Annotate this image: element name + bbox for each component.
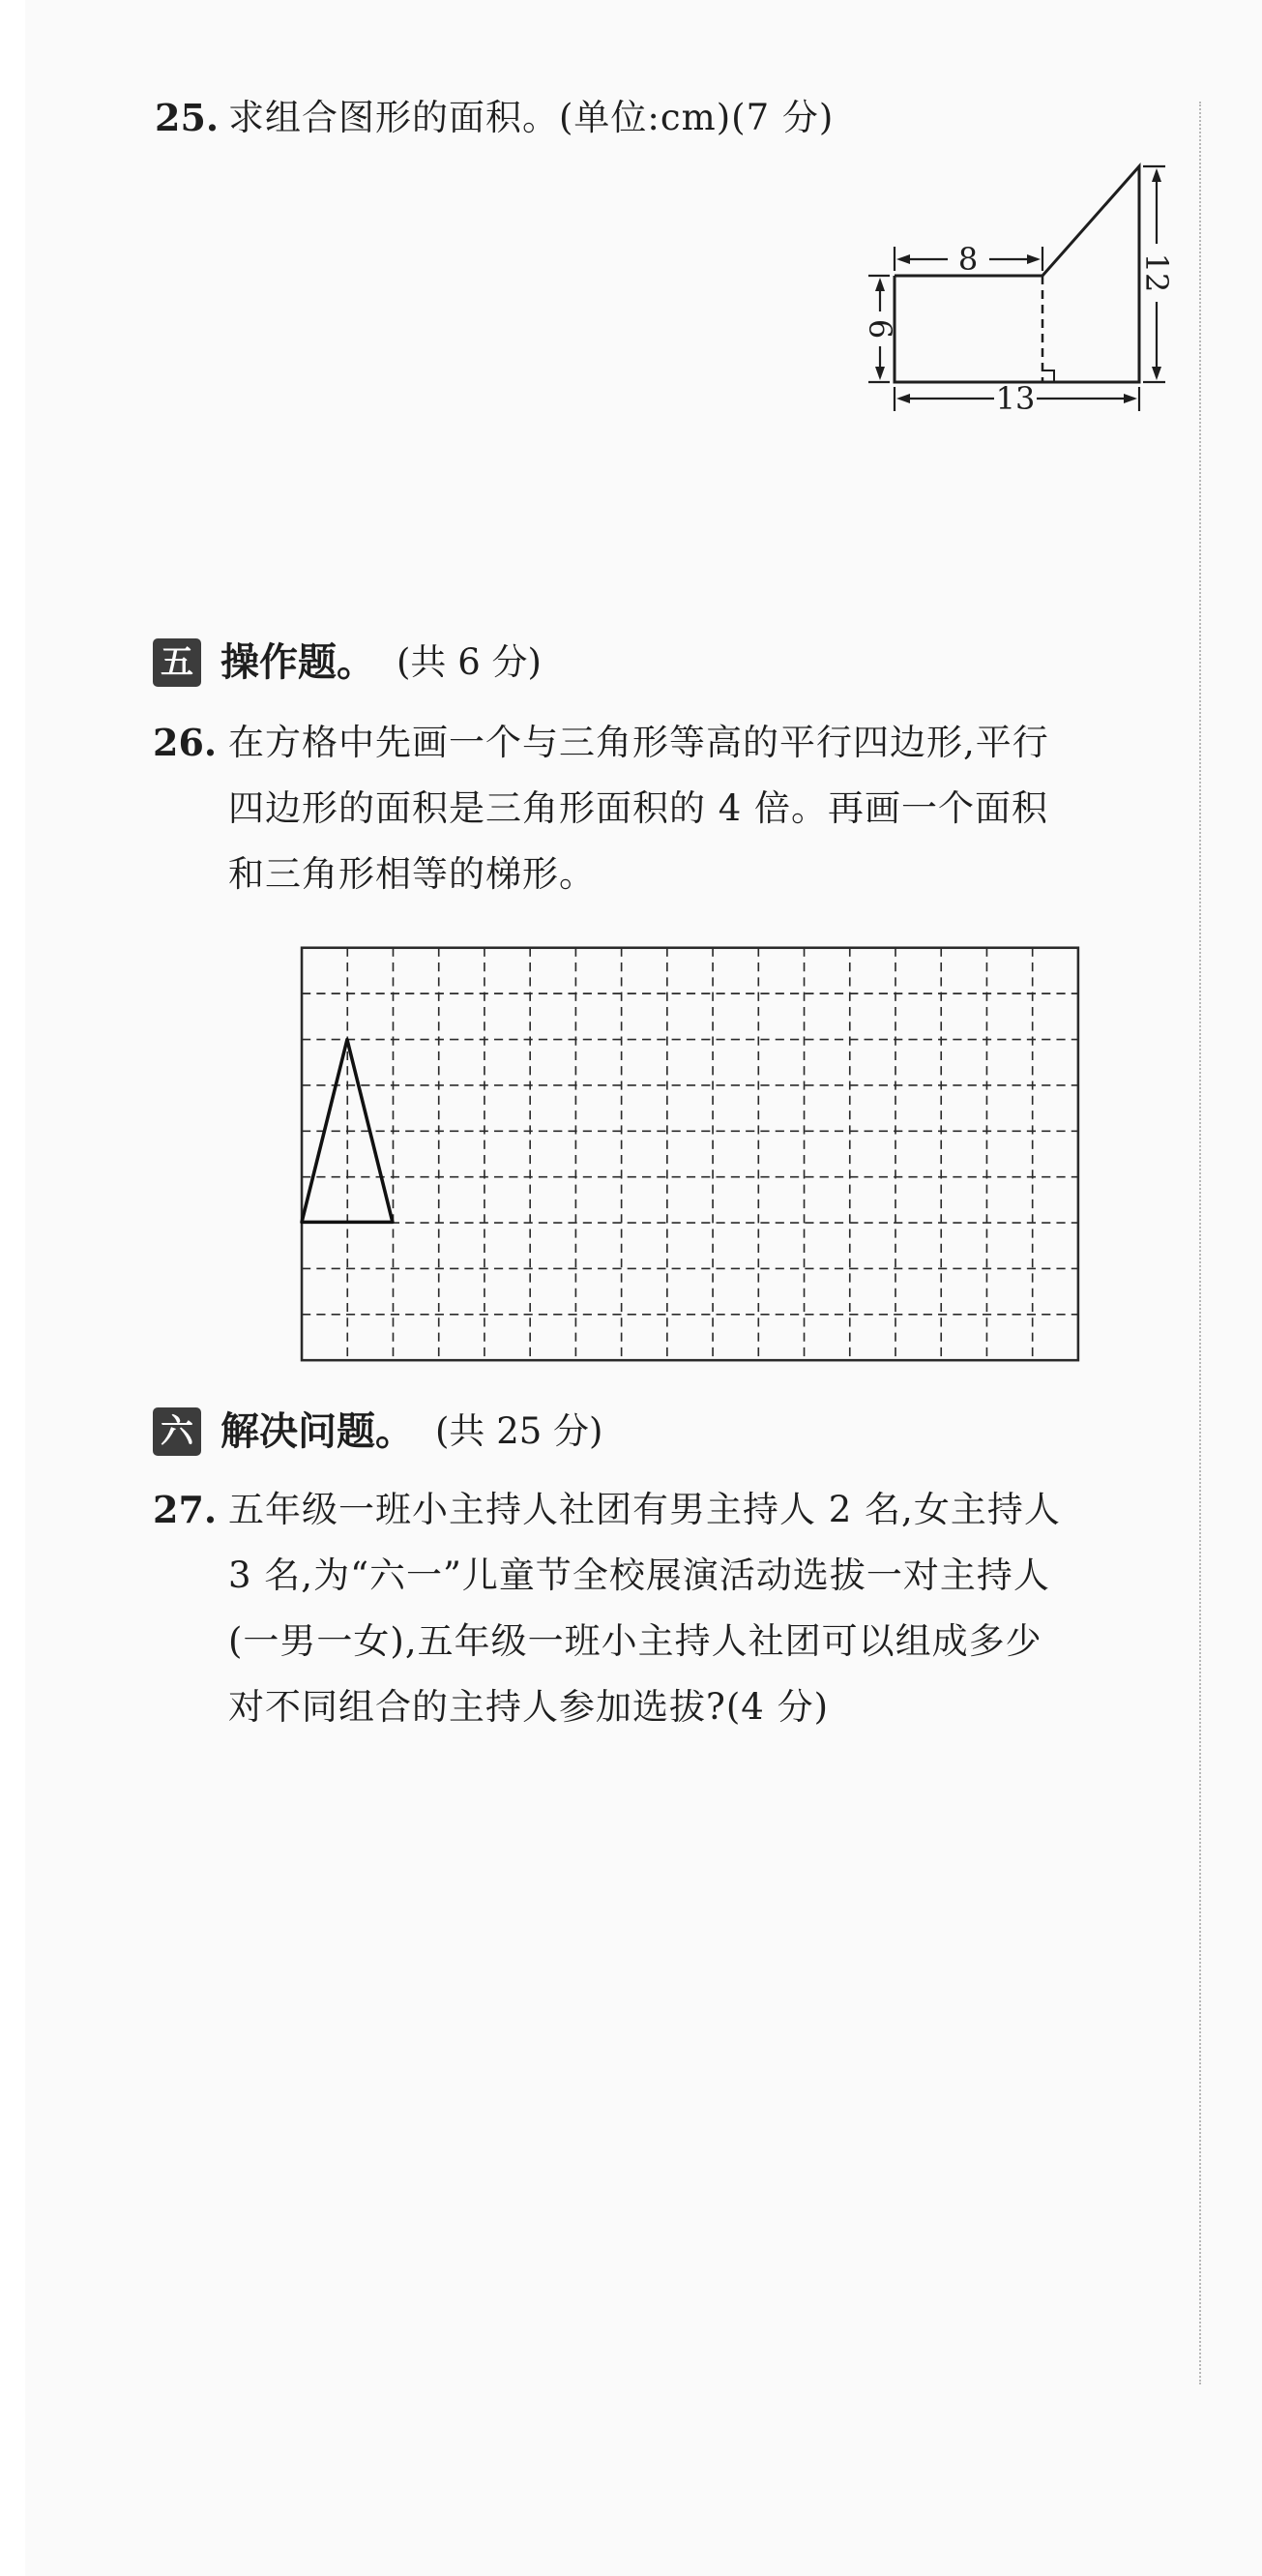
composite-figure	[861, 155, 1180, 435]
label-top-8: 8	[957, 241, 979, 278]
question-25-text: 求组合图形的面积。(单位:cm)(7 分)	[228, 97, 835, 138]
question-27-number: 27.	[153, 1488, 218, 1531]
figure-outline	[895, 166, 1139, 382]
section-5-title: 操作题。	[220, 640, 375, 685]
question-26-line-1: 在方格中先画一个与三角形等高的平行四边形,平行	[228, 722, 1049, 763]
section-5-score: (共 6 分)	[396, 641, 542, 683]
section-6-score: (共 25 分)	[435, 1410, 603, 1452]
margin-dotted-line	[1199, 102, 1201, 2384]
grid-figure	[300, 943, 1083, 1369]
question-26-line-2: 四边形的面积是三角形面积的 4 倍。再画一个面积	[228, 787, 1049, 829]
section-5-badge: 五	[153, 638, 201, 687]
section-6-badge: 六	[153, 1407, 201, 1456]
label-left-6: 6	[862, 318, 898, 340]
right-angle-mark	[1042, 370, 1054, 382]
label-bottom-13: 13	[995, 380, 1036, 417]
question-27-line-2: 3 名,为“六一”儿童节全校展演活动选拔一对主持人	[228, 1554, 1050, 1596]
question-25-number: 25.	[155, 96, 220, 139]
question-26-number: 26.	[153, 721, 218, 764]
question-27-line-3: (一男一女),五年级一班小主持人社团可以组成多少	[228, 1620, 1042, 1662]
grid-dashed-lines	[302, 948, 1078, 1360]
question-27-line-4: 对不同组合的主持人参加选拔?(4 分)	[228, 1686, 830, 1728]
section-6-title: 解决问题。	[220, 1409, 414, 1454]
label-right-12: 12	[1138, 252, 1175, 293]
question-26-line-3: 和三角形相等的梯形。	[228, 853, 596, 895]
grid-border	[302, 948, 1078, 1360]
question-27-line-1: 五年级一班小主持人社团有男主持人 2 名,女主持人	[228, 1489, 1061, 1530]
